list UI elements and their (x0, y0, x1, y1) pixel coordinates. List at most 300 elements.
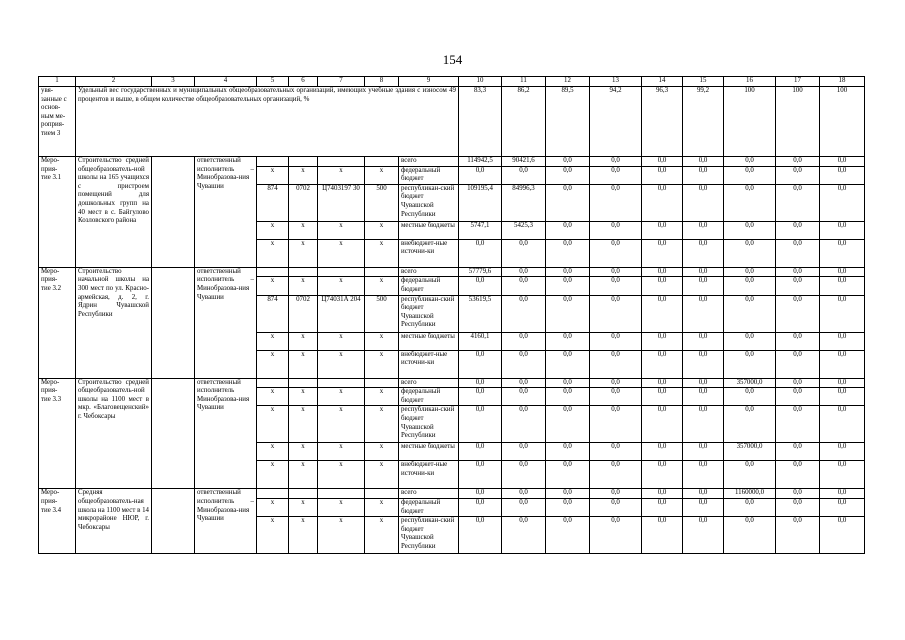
funding-value: 0,0 (683, 498, 724, 516)
funding-value: 0,0 (683, 517, 724, 554)
target-article-code: x (318, 443, 365, 461)
coexecutor-cell (152, 489, 195, 554)
target-article-code: x (318, 517, 365, 554)
funding-value: 0,0 (683, 277, 724, 295)
funding-value: 0,0 (546, 277, 590, 295)
funding-value: 0,0 (820, 267, 865, 277)
expense-type-code: x (365, 498, 399, 516)
grbs-code: x (257, 332, 289, 350)
indicator-value: 86,2 (502, 87, 546, 157)
expense-type-code (365, 489, 399, 499)
target-article-code: x (318, 498, 365, 516)
funding-value: 0,0 (776, 443, 820, 461)
funding-value: 0,0 (776, 350, 820, 378)
funding-value: 357000,0 (724, 378, 776, 388)
funding-value: 0,0 (820, 406, 865, 443)
funding-value: 0,0 (459, 166, 502, 184)
expense-type-code: x (365, 443, 399, 461)
indicator-value: 99,2 (683, 87, 724, 157)
funding-value: 0,0 (642, 443, 683, 461)
funding-source: местные бюджеты (399, 332, 459, 350)
funding-value: 0,0 (546, 388, 590, 406)
funding-value: 5747,1 (459, 221, 502, 239)
target-article-code: Ц74031А 204 (318, 295, 365, 332)
responsible-executor: ответственный исполнитель Минобразова-ния Чувашии (195, 378, 257, 489)
funding-value: 0,0 (820, 221, 865, 239)
grbs-code: x (257, 388, 289, 406)
grbs-code: x (257, 443, 289, 461)
funding-source: всего (399, 378, 459, 388)
funding-value: 0,0 (590, 443, 642, 461)
target-article-code: x (318, 406, 365, 443)
expense-type-code: x (365, 388, 399, 406)
measure-id: Меро- прия- тие 3.3 (39, 378, 76, 489)
grbs-code (257, 378, 289, 388)
section-code: x (289, 277, 318, 295)
expense-type-code: x (365, 350, 399, 378)
funding-value: 0,0 (683, 166, 724, 184)
coexecutor-cell (152, 267, 195, 378)
funding-value: 0,0 (642, 239, 683, 267)
funding-source: внебюджет-ные источни-ки (399, 350, 459, 378)
funding-value: 0,0 (459, 489, 502, 499)
target-article-code: x (318, 166, 365, 184)
funding-value: 0,0 (642, 267, 683, 277)
section-code: x (289, 498, 318, 516)
funding-value: 0,0 (642, 498, 683, 516)
funding-source: федеральный бюджет (399, 277, 459, 295)
section-code: x (289, 221, 318, 239)
funding-value: 0,0 (459, 388, 502, 406)
funding-value: 0,0 (820, 157, 865, 167)
funding-source: республикан-ский бюджет Чувашской Республики (399, 517, 459, 554)
grbs-code: x (257, 166, 289, 184)
funding-value: 0,0 (502, 517, 546, 554)
funding-value: 0,0 (502, 277, 546, 295)
indicator-label: увя- занные с основ- ным ме- роприя- тием 3 (39, 87, 76, 157)
section-code (289, 157, 318, 167)
funding-source: всего (399, 157, 459, 167)
funding-value: 0,0 (683, 461, 724, 489)
funding-value: 0,0 (820, 498, 865, 516)
expense-type-code: x (365, 277, 399, 295)
funding-value: 0,0 (590, 157, 642, 167)
funding-value: 90421,6 (502, 157, 546, 167)
grbs-code (257, 157, 289, 167)
funding-value: 0,0 (590, 332, 642, 350)
measure-id: Меро- прия- тие 3.4 (39, 489, 76, 554)
grbs-code (257, 267, 289, 277)
funding-value: 5425,3 (502, 221, 546, 239)
column-number: 9 (399, 77, 459, 87)
column-number: 6 (289, 77, 318, 87)
funding-value: 0,0 (459, 443, 502, 461)
funding-value: 0,0 (459, 378, 502, 388)
expense-type-code: 500 (365, 295, 399, 332)
column-number: 16 (724, 77, 776, 87)
expense-type-code: x (365, 332, 399, 350)
funding-value: 0,0 (776, 489, 820, 499)
funding-source: федеральный бюджет (399, 498, 459, 516)
funding-value: 0,0 (590, 489, 642, 499)
funding-value: 0,0 (683, 350, 724, 378)
funding-source: внебюджет-ные источни-ки (399, 239, 459, 267)
funding-value: 0,0 (683, 239, 724, 267)
funding-value: 0,0 (590, 378, 642, 388)
funding-value: 0,0 (546, 498, 590, 516)
funding-value: 0,0 (502, 406, 546, 443)
funding-value: 0,0 (546, 350, 590, 378)
section-code: x (289, 350, 318, 378)
funding-value: 0,0 (459, 406, 502, 443)
funding-value: 0,0 (546, 166, 590, 184)
target-article-code (318, 378, 365, 388)
table-body (39, 77, 865, 554)
funding-value: 0,0 (724, 157, 776, 167)
funding-value: 4160,1 (459, 332, 502, 350)
section-code: x (289, 443, 318, 461)
funding-value: 0,0 (683, 332, 724, 350)
funding-value: 0,0 (724, 267, 776, 277)
section-code: 0702 (289, 184, 318, 221)
grbs-code: x (257, 406, 289, 443)
table-row (39, 157, 865, 167)
funding-value: 0,0 (683, 267, 724, 277)
coexecutor-cell (152, 378, 195, 489)
target-article-code (318, 267, 365, 277)
funding-value: 0,0 (820, 443, 865, 461)
column-number: 17 (776, 77, 820, 87)
funding-value: 0,0 (590, 350, 642, 378)
column-number: 12 (546, 77, 590, 87)
expense-type-code: x (365, 406, 399, 443)
section-code: 0702 (289, 295, 318, 332)
funding-value: 0,0 (590, 461, 642, 489)
target-article-code: x (318, 332, 365, 350)
funding-value: 0,0 (724, 332, 776, 350)
target-article-code: x (318, 350, 365, 378)
column-number: 15 (683, 77, 724, 87)
funding-value: 1160000,0 (724, 489, 776, 499)
funding-value: 0,0 (776, 277, 820, 295)
column-number: 2 (76, 77, 152, 87)
funding-value: 0,0 (642, 517, 683, 554)
expense-type-code: x (365, 517, 399, 554)
funding-source: федеральный бюджет (399, 388, 459, 406)
funding-value: 0,0 (776, 184, 820, 221)
indicator-text: Удельный вес государственных и муниципальных общеобразовательных организаций, имеющих учебные здания с износом 49 процентов и выше, в общем количестве общеобразовательных организаций, % (76, 87, 459, 157)
responsible-executor: ответственный исполнитель – Минобразова-ния Чувашии (195, 267, 257, 378)
expense-type-code: x (365, 166, 399, 184)
funding-value: 0,0 (683, 184, 724, 221)
funding-value: 0,0 (642, 461, 683, 489)
funding-value: 0,0 (546, 443, 590, 461)
column-number: 13 (590, 77, 642, 87)
measure-id: Меро- прия- тие 3.2 (39, 267, 76, 378)
measure-name: Строительство средней общеобразователь-ной школы на 1100 мест в мкр. «Благовещенский» г. Чебоксары (76, 378, 152, 489)
funding-value: 53619,5 (459, 295, 502, 332)
funding-value: 0,0 (776, 388, 820, 406)
expense-type-code (365, 157, 399, 167)
funding-value: 0,0 (642, 350, 683, 378)
funding-value: 0,0 (820, 332, 865, 350)
funding-value: 0,0 (546, 157, 590, 167)
funding-value: 0,0 (546, 221, 590, 239)
funding-value: 0,0 (590, 406, 642, 443)
target-article-code: x (318, 221, 365, 239)
funding-value: 0,0 (546, 295, 590, 332)
indicator-value: 89,5 (546, 87, 590, 157)
funding-value: 0,0 (776, 461, 820, 489)
funding-value: 0,0 (459, 517, 502, 554)
funding-value: 0,0 (546, 461, 590, 489)
table-row (39, 489, 865, 499)
funding-value: 0,0 (820, 489, 865, 499)
expense-type-code (365, 267, 399, 277)
indicator-value: 96,3 (642, 87, 683, 157)
funding-value: 0,0 (642, 406, 683, 443)
funding-value: 0,0 (502, 388, 546, 406)
funding-source: республикан-ский бюджет Чувашской Республики (399, 295, 459, 332)
table-row (39, 267, 865, 277)
funding-value: 0,0 (642, 295, 683, 332)
expense-type-code: 500 (365, 184, 399, 221)
funding-value: 0,0 (776, 517, 820, 554)
column-number: 11 (502, 77, 546, 87)
column-number-row (39, 77, 865, 87)
target-article-code (318, 489, 365, 499)
funding-value: 0,0 (459, 239, 502, 267)
section-code (289, 489, 318, 499)
funding-value: 0,0 (590, 498, 642, 516)
funding-value: 0,0 (590, 517, 642, 554)
funding-value: 0,0 (590, 221, 642, 239)
funding-value: 0,0 (724, 184, 776, 221)
funding-value: 0,0 (502, 332, 546, 350)
funding-value: 114942,5 (459, 157, 502, 167)
column-number: 7 (318, 77, 365, 87)
funding-value: 0,0 (642, 184, 683, 221)
grbs-code: x (257, 221, 289, 239)
funding-value: 0,0 (546, 332, 590, 350)
funding-value: 0,0 (776, 267, 820, 277)
funding-value: 0,0 (546, 489, 590, 499)
indicator-value: 100 (820, 87, 865, 157)
column-number: 1 (39, 77, 76, 87)
funding-value: 57779,6 (459, 267, 502, 277)
funding-source: всего (399, 489, 459, 499)
funding-value: 0,0 (724, 388, 776, 406)
funding-value: 0,0 (820, 461, 865, 489)
section-code: x (289, 239, 318, 267)
funding-value: 0,0 (776, 295, 820, 332)
funding-value: 0,0 (590, 388, 642, 406)
grbs-code: 874 (257, 295, 289, 332)
funding-value: 0,0 (776, 221, 820, 239)
funding-value: 0,0 (820, 239, 865, 267)
funding-value: 0,0 (683, 378, 724, 388)
funding-value: 0,0 (776, 378, 820, 388)
funding-source: республикан-ский бюджет Чувашской Республики (399, 406, 459, 443)
funding-value: 0,0 (590, 239, 642, 267)
budget-table (38, 76, 865, 554)
funding-value: 0,0 (642, 157, 683, 167)
funding-value: 0,0 (724, 221, 776, 239)
funding-value: 0,0 (502, 498, 546, 516)
funding-value: 0,0 (724, 239, 776, 267)
funding-value: 0,0 (724, 277, 776, 295)
funding-value: 0,0 (459, 350, 502, 378)
funding-value: 0,0 (502, 489, 546, 499)
funding-value: 0,0 (546, 267, 590, 277)
funding-value: 84996,3 (502, 184, 546, 221)
target-article-code: x (318, 388, 365, 406)
funding-value: 0,0 (683, 443, 724, 461)
target-article-code: x (318, 277, 365, 295)
section-code: x (289, 166, 318, 184)
funding-value: 0,0 (820, 350, 865, 378)
funding-value: 0,0 (546, 184, 590, 221)
funding-value: 0,0 (502, 267, 546, 277)
section-code: x (289, 332, 318, 350)
funding-value: 0,0 (502, 461, 546, 489)
funding-value: 0,0 (776, 406, 820, 443)
funding-value: 357000,0 (724, 443, 776, 461)
funding-value: 0,0 (546, 239, 590, 267)
funding-value: 0,0 (546, 517, 590, 554)
indicator-row (39, 87, 865, 157)
column-number: 10 (459, 77, 502, 87)
indicator-value: 94,2 (590, 87, 642, 157)
funding-value: 0,0 (724, 517, 776, 554)
funding-value: 0,0 (642, 489, 683, 499)
grbs-code: x (257, 461, 289, 489)
funding-value: 0,0 (642, 388, 683, 406)
column-number: 4 (195, 77, 257, 87)
funding-value: 0,0 (590, 295, 642, 332)
funding-value: 0,0 (776, 239, 820, 267)
funding-value: 0,0 (546, 406, 590, 443)
column-number: 5 (257, 77, 289, 87)
funding-value: 0,0 (776, 498, 820, 516)
funding-value: 0,0 (502, 378, 546, 388)
grbs-code: x (257, 239, 289, 267)
funding-value: 0,0 (642, 332, 683, 350)
funding-value: 0,0 (459, 498, 502, 516)
expense-type-code: x (365, 239, 399, 267)
funding-value: 0,0 (683, 489, 724, 499)
funding-value: 109195,4 (459, 184, 502, 221)
measure-name: Строительство средней общеобразователь-ной школы на 165 учащихся с пристроем помещений для дошкольных групп на 40 мест в с. Байгулово Козловского района (76, 157, 152, 268)
grbs-code: x (257, 517, 289, 554)
target-article-code: Ц7403197 30 (318, 184, 365, 221)
coexecutor-cell (152, 157, 195, 268)
funding-value: 0,0 (776, 166, 820, 184)
funding-value: 0,0 (502, 295, 546, 332)
column-number: 14 (642, 77, 683, 87)
funding-source: местные бюджеты (399, 221, 459, 239)
funding-value: 0,0 (683, 295, 724, 332)
responsible-executor: ответственный исполнитель – Минобразова-ния Чувашии (195, 157, 257, 268)
funding-value: 0,0 (683, 406, 724, 443)
funding-value: 0,0 (590, 166, 642, 184)
funding-value: 0,0 (683, 157, 724, 167)
funding-value: 0,0 (724, 406, 776, 443)
funding-source: федеральный бюджет (399, 166, 459, 184)
funding-value: 0,0 (590, 184, 642, 221)
responsible-executor: ответственный исполнитель – Минобразова-ния Чувашии (195, 489, 257, 554)
funding-value: 0,0 (642, 277, 683, 295)
funding-value: 0,0 (776, 157, 820, 167)
indicator-value: 100 (776, 87, 820, 157)
funding-value: 0,0 (642, 378, 683, 388)
funding-value: 0,0 (724, 295, 776, 332)
funding-value: 0,0 (502, 443, 546, 461)
section-code (289, 378, 318, 388)
column-number: 18 (820, 77, 865, 87)
funding-value: 0,0 (724, 350, 776, 378)
column-number: 3 (152, 77, 195, 87)
funding-source: местные бюджеты (399, 443, 459, 461)
funding-value: 0,0 (502, 166, 546, 184)
funding-source: внебюджет-ные источни-ки (399, 461, 459, 489)
target-article-code: x (318, 461, 365, 489)
expense-type-code: x (365, 461, 399, 489)
funding-value: 0,0 (820, 184, 865, 221)
section-code: x (289, 461, 318, 489)
funding-source: республикан-ский бюджет Чувашской Республики (399, 184, 459, 221)
funding-value: 0,0 (642, 221, 683, 239)
funding-value: 0,0 (820, 388, 865, 406)
funding-value: 0,0 (642, 166, 683, 184)
funding-value: 0,0 (724, 498, 776, 516)
funding-value: 0,0 (502, 239, 546, 267)
grbs-code: x (257, 498, 289, 516)
section-code: x (289, 517, 318, 554)
funding-value: 0,0 (724, 461, 776, 489)
column-number: 8 (365, 77, 399, 87)
funding-value: 0,0 (820, 517, 865, 554)
section-code: x (289, 388, 318, 406)
target-article-code (318, 157, 365, 167)
section-code (289, 267, 318, 277)
indicator-value: 100 (724, 87, 776, 157)
measure-name: Средняя общеобразователь-ная школа на 1100 мест в 14 микрорайоне НЮР, г. Чебоксары (76, 489, 152, 554)
funding-source: всего (399, 267, 459, 277)
target-article-code: x (318, 239, 365, 267)
funding-value: 0,0 (590, 267, 642, 277)
funding-value: 0,0 (820, 378, 865, 388)
funding-value: 0,0 (502, 350, 546, 378)
indicator-value: 83,3 (459, 87, 502, 157)
measure-id: Меро- прия- тие 3.1 (39, 157, 76, 268)
table-row (39, 378, 865, 388)
funding-value: 0,0 (546, 378, 590, 388)
funding-value: 0,0 (683, 221, 724, 239)
funding-value: 0,0 (776, 332, 820, 350)
expense-type-code: x (365, 221, 399, 239)
funding-value: 0,0 (683, 388, 724, 406)
funding-value: 0,0 (590, 277, 642, 295)
funding-value: 0,0 (459, 461, 502, 489)
page-number: 154 (442, 52, 463, 67)
funding-value: 0,0 (820, 295, 865, 332)
funding-value: 0,0 (459, 277, 502, 295)
grbs-code: x (257, 277, 289, 295)
grbs-code: 874 (257, 184, 289, 221)
grbs-code: x (257, 350, 289, 378)
funding-value: 0,0 (724, 166, 776, 184)
